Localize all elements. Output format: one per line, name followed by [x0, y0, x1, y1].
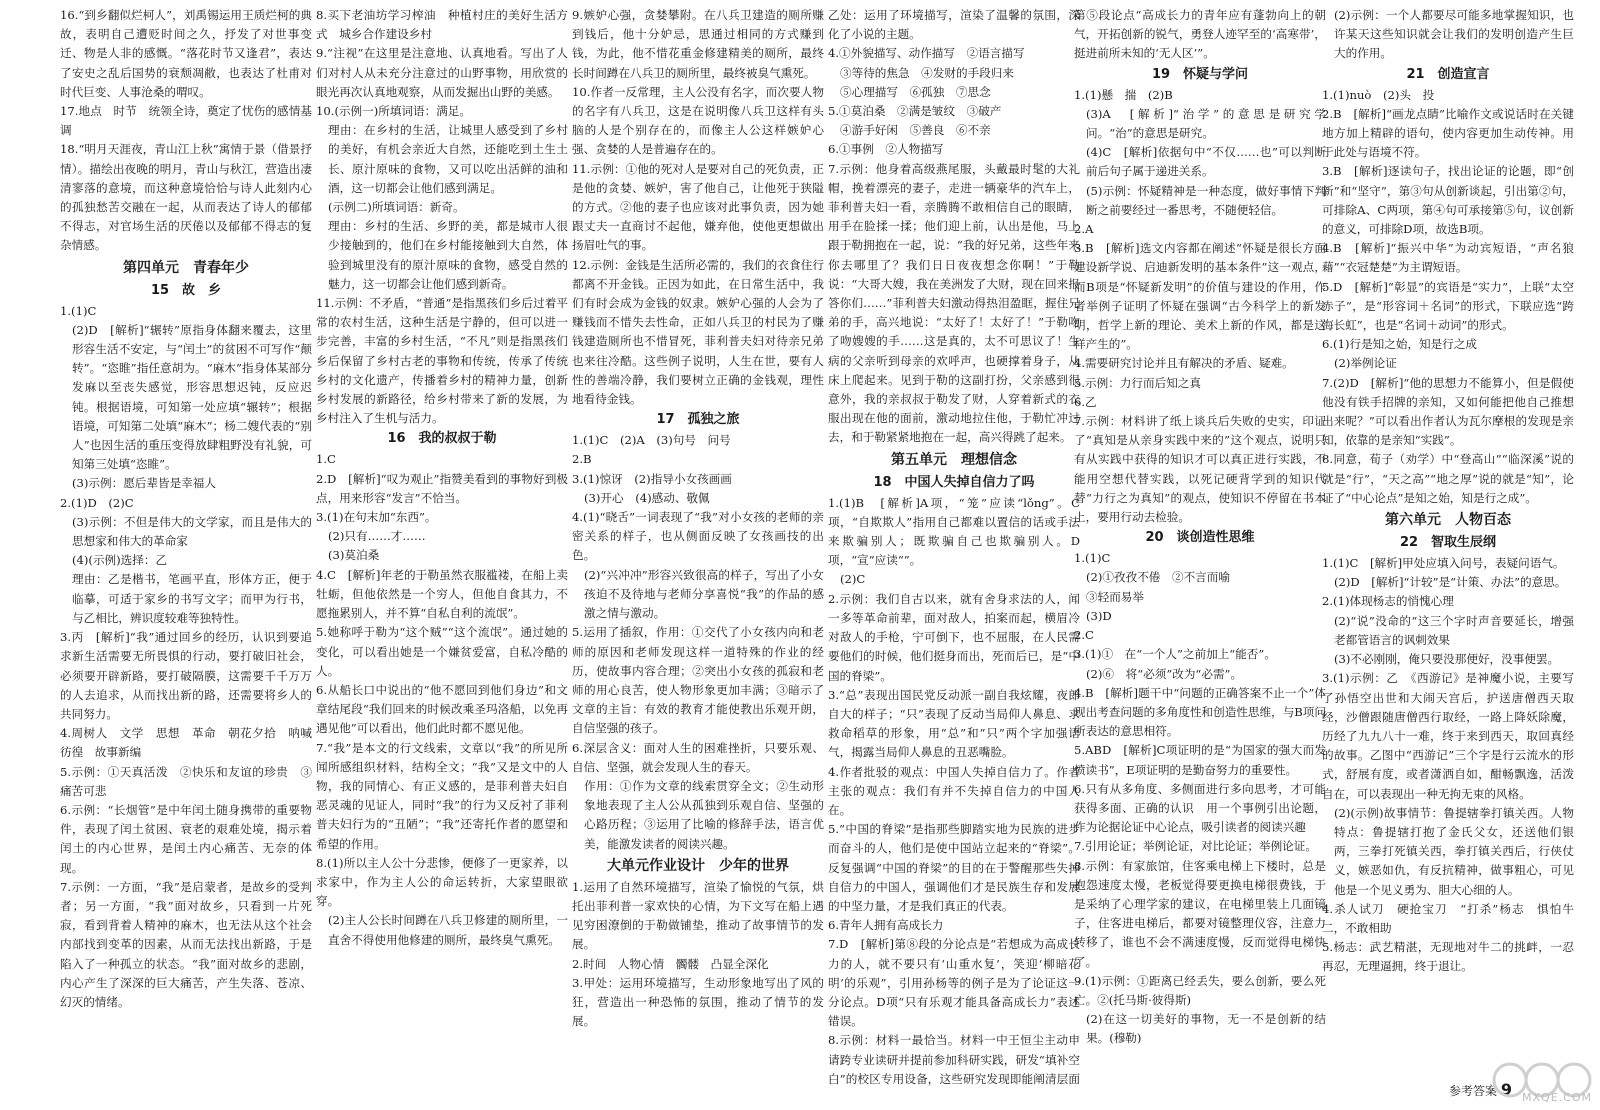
- answer-item: 1.(1)C [解析]甲处应填入问号，表疑问语气。: [1322, 556, 1565, 571]
- column-3: [572, 6, 824, 1091]
- answer-subitem: (5)示例：怀疑精神是一种态度，做好事情下判断之前要经过一番思考，不随便轻信。: [1086, 183, 1326, 217]
- answer-item: 10.作者一反常理，主人公没有名字，而次要人物的名字有八兵卫，这是在说明像八兵卫这样有头脑的人是个别存在的，而像主人公这样嫉妒心强、贪婪的人是普遍存在的。: [572, 84, 824, 157]
- answer-item: 11.示例：①他的死对人是要对自己的死负责，正是他的贪婪、嫉妒，害了他自己，让他死于狭隘的方式。②他的妻子也应该对此事负责，因为她跟丈夫一直商讨不起他，嫌弃他，使他更想做出扬眉吐气的事。: [572, 161, 824, 253]
- lesson-heading: 21 创造宣言: [1406, 66, 1490, 82]
- answer-subitem: (示例二)所填词语：新奇。: [328, 200, 465, 215]
- answer-subitem: ③轻而易举: [1086, 589, 1144, 604]
- answer-item: 4.周树人 文学 思想 革命 朝花夕拾 呐喊 彷徨 故事新编: [60, 726, 312, 760]
- answer-subitem: (2)⑥ 将“必须”改为“必需”。: [1086, 666, 1243, 681]
- answer-item: 8.示例：有家旅馆，住客乘电梯上下楼时，总是抱怨速度太慢，老板觉得要更换电梯很费钱，于是采纳了心理学家的建议，在电梯里装上几面镜子，住客进电梯后，都要对镜整理仪容，注意力转移了，谁也不会不满速度慢，反而觉得电梯快了。: [1074, 858, 1326, 969]
- answer-subitem: (3)莫泊桑: [328, 548, 380, 563]
- answer-item: 3.B [解析]逐读句子，找出论证的论题，即“创新”和“坚守”，第③句从创新谈起，引出第②句，可排除A、C两项，第④句可承接第⑤句，议创新的意义，可排除D项，故选B项。: [1322, 164, 1574, 237]
- column-6: [1322, 6, 1574, 1091]
- answer-item: 17.地点 时节 统领全诗，奠定了忧伤的感情基调: [60, 104, 312, 138]
- answer-item: 1.(1)B [解析]A项，“笼”应读“lǒng”。C项，“自欺欺人”指用自己都难以置信的话或手法来欺骗别人；既欺骗自己也欺骗别人。D项，“宣”应读“”。: [828, 495, 1080, 568]
- answer-item: 7.引用论证；举例论证，对比论证；举例论证。: [1074, 839, 1317, 854]
- answer-item: 6.(1)行是知之始，知是行之成: [1322, 337, 1478, 352]
- answer-item: 3.B [解析]选文内容都在阐述“怀疑是很长方面建设新学说、启迪新发明的基本条件”这一观点，而B项是“怀疑新发明”的价值与建设的作用，作者举例子证明了怀疑在强调“古今科学上的新发明，哲学上新的理论、美术上新的作风，都是这样产生的”。: [1074, 241, 1326, 352]
- answer-item: 7.D [解析]第⑧段的分论点是“若想成为高成长力的人，就不要只有‘山重水复’，笑迎‘柳暗花明’的乐观”，引用孙杨等的例子是为了论证这一分论点。D项“只有乐观才能具备高成长力”表述错误。: [828, 937, 1080, 1029]
- watermark-text: MXQE.COM: [1522, 1091, 1592, 1104]
- answer-subitem: (2)在这一切美好的事物，无一不是创新的结果。(穆勒): [1086, 1012, 1326, 1046]
- answer-item: 2.C: [1074, 628, 1094, 643]
- answer-item: 9.(1)示例：①距离已经丢失，要么创新，要么死亡。②(托马斯·彼得斯): [1074, 973, 1326, 1007]
- unit-heading: 第六单元 人物百态: [1385, 512, 1511, 529]
- footer-label: 参考答案: [1449, 1084, 1498, 1098]
- answer-item: 8.(1)所以主人公十分悲惨，便修了一更家养，以求家中，作为主人公的命运转折，大家望眼欲穿。: [316, 855, 568, 909]
- answer-item: 2.时间 人物心情 髑髅 凸显全深化: [572, 956, 769, 971]
- answer-item: 6.只有从多角度、多侧面进行多向思考，才可能获得多面、正确的认识 用一个事例引出论题，作为论据论证中心论点，吸引读者的阅读兴趣: [1074, 781, 1326, 835]
- lesson-heading: 17 孤独之旅: [656, 412, 740, 428]
- answer-item: 6.①事例 ②人物描写: [828, 142, 944, 157]
- answer-subitem: ⑤心理描写 ⑥孤独 ⑦思念: [840, 84, 991, 99]
- answer-subitem: (2)D [解析]“辗转”原指身体翻来覆去，这里形容生活不安定，与“闰土”的贫困不可写作“颠转”。“恣睢”指任意胡为。“麻木”指身体某部分发麻以至丧失感觉，形容思想迟钝，反应迟钝。根据语境，可知第一处应填“辗转”；根据语境，可知第二处填“麻木”；杨二嫂代表的“别人”也因生活的重压变得放肆粗野没有礼貌，可知第三处填“恣睢”。: [72, 322, 312, 472]
- answer-item: 5.ABD [解析]C项证明的是“为国家的强大而发愤读书”，E项证明的是勤奋努力的重要性。: [1074, 743, 1326, 777]
- answer-item: 7.(2)D [解析]“他的思想力不能算小，但是假使他没有铁手招牌的亲知，又如何能把他自己推想出来呢？”可以看出作者认为瓦尔摩根的发现是亲知，依靠的是亲知“实践”。: [1322, 375, 1574, 448]
- lesson-heading: 19 怀疑与学问: [1151, 66, 1249, 82]
- answer-item: 7.示例：材料讲了纸上谈兵后失败的史实，印证了“真知是从亲身实践中来的”这个观点，说明只有从实践中获得的知识才可以真正进行实践，不能用空想代替实践，以死记硬背学到的知识代替“力行之为真知”的观点，使知识不停留在书本上，要用行动去检验。: [1074, 414, 1326, 525]
- answer-subitem: (3)示例：愿后辈皆是幸福人: [72, 476, 216, 491]
- answer-subitem: 理由：乡村的生活、乡野的美，都是城市人很少接触到的，他们在乡村能接触到大自然，体验到城里没有的原汁原味的食物，感受自然的魅力，这一切都会让他们感到新奇。: [328, 219, 568, 291]
- answer-item: 第⑤段论点“高成长力的青年应有蓬勃向上的朝气，开拓创新的锐气，勇登人迹罕至的‘高寒带’，挺进前所未知的‘无人区’”。: [1074, 8, 1326, 61]
- answer-subitem: (2)C: [840, 572, 866, 587]
- answer-subitem: (2)“说”没命的“这三个字时声音要延长，增强老都管语言的讽刺效果: [1334, 613, 1574, 647]
- answer-item: 4.杀人试刀 硬抢宝刀 “打杀”杨志 惧怕牛二，不敢相助: [1322, 901, 1574, 935]
- unit-heading: 第四单元 青春年少: [123, 259, 249, 276]
- answer-subitem: (2)(示例)故事情节：鲁提辖拳打镇关西。人物特点：鲁提辖打抱了金氏父女，还送他们银两，三拳打死镇关西，拳打镇关西后，行侠仗义，嫉恶如仇，有反抗精神，做事粗心，可见他是一个见义勇为、胆大心细的人。: [1334, 805, 1574, 897]
- answer-item: 6.乙: [1074, 394, 1097, 409]
- answer-item: 1.运用了自然环境描写，渲染了愉悦的气氛，烘托出菲利普一家欢快的心情，为下文写在船上遇见穷困潦倒的于勒做铺垫，推动了故事情节的发展。: [572, 879, 824, 952]
- lesson-heading: 22 智取生辰纲: [1399, 535, 1497, 551]
- answer-item: 3.(1)示例：乙 《西游记》是神魔小说，主要写了孙悟空出世和大闹天宫后，护送唐僧西天取经，沙僧跟随唐僧西行取经，一路上降妖除魔，历经了九九八十一难，终于来到西天，取回真经的故事。乙图中“西游记”三个字是行云流水的形式，舒展有度，或者潇洒自如，酣畅飘逸，活泼自在，可以表现出一种无拘无束的风格。: [1322, 671, 1574, 801]
- answer-item: 2.示例：我们自古以来，就有舍身求法的人，闻一多等革命前辈，面对敌人，拍案而起，横眉冷对敌人的手枪，宁可倒下，也不屈服，在人民需要他们的时候，他们挺身而出，死而后已，是“中国的脊梁”。: [828, 591, 1080, 683]
- answer-item: 5.她称呼于勒为“这个贼”“这个流氓”。通过她的变化，可以看出她是一个嫌贫爱富，自私冷酷的人。: [316, 625, 568, 678]
- answer-item: 1.(1)nuò (2)头 投: [1322, 87, 1435, 102]
- answer-item: 7.示例：一方面，“我”是启蒙者，是故乡的受判者；另一方面，“我”面对故乡，只看到一片死寂，看到背着人精神的麻木，也无法从这个社会内部找到变革的因素，从而无法找出新路，于是陷入了一种孤立的状态。“我”面对故乡的悲剧，内心产生了深深的巨大痛苦，产生失落、苍凉、幻灭的情绪。: [60, 879, 312, 1009]
- answer-item: 4.B [解析]“振兴中华”为动宾短语，“声名狼藉”“衣冠楚楚”为主谓短语。: [1322, 241, 1574, 275]
- answer-item: 4.①外貌描写、动作描写 ②语言描写: [828, 46, 1025, 61]
- answer-item: 3.甲处：运用环境描写，生动形象地写出了风的狂，营造出一种恐怖的氛围，推动了情节的发展。: [572, 975, 824, 1029]
- answer-item: 2.B: [572, 452, 592, 467]
- answer-item: 6.从船长口中说出的“他不愿回到他们身边”和文章结尾段“我们回来的时候改乘圣玛洛船，以免再遇见他”可以看出，他们此时都不愿见他。: [316, 682, 568, 736]
- answer-subitem: (3)D: [1086, 608, 1112, 623]
- answer-item: 3.(1)惊讶 (2)指导小女孩画画: [572, 471, 732, 486]
- lesson-heading: 15 故 乡: [150, 282, 222, 298]
- answer-item: 3.(1)① 在“一个人”之前加上“能否”。: [1074, 647, 1276, 662]
- answer-subitem: (2)“兴冲冲”形容兴致很高的样子，写出了小女孩迫不及待地与老师分享喜悦“我”的作品的感激之情与激动。: [584, 567, 824, 621]
- answer-subitem: (2)示例：一个人都要尽可能多地掌握知识，也许某天这些知识就会让我们的发明创造产生巨大的作用。: [1334, 8, 1574, 61]
- answer-item: 18.“明月天涯夜，青山江上秋”寓情于景（借景抒情）。描绘出夜晚的明月，青山与秋江，营造出凄清寥落的意境，而这种意境恰恰与诗人此刻内心的孤独愁苦交融在一起，从而表达了诗人的郁郁不得志，对官场生活的厌倦以及郁郁不得志的复杂情感。: [60, 142, 312, 253]
- answer-item: 4.B [解析]题干中“问题的正确答案不止一个”体现出考查问题的多角度性和创造性思维，与B项问所表达的意思相符。: [1074, 685, 1326, 739]
- lesson-heading: 20 谈创造性思维: [1145, 530, 1255, 546]
- answer-subitem: (3)A [解析]“治学”的意思是研究学问。“治”的意思是研究。: [1086, 106, 1326, 141]
- answer-item: 2.(1)体现杨志的悄愧心理: [1322, 594, 1454, 609]
- unit-heading: 大单元作业设计 少年的世界: [607, 857, 789, 874]
- answer-subitem: (3)示例：不但是伟大的文学家，而且是伟大的思想家和伟大的革命家: [72, 514, 312, 549]
- answer-item: 1.(1)C (2)A (3)句号 问号: [572, 433, 731, 448]
- answer-item: 1.(1)懸 揣 (2)B: [1074, 87, 1173, 102]
- answer-item: 8.买下老油坊学习榨油 种植村庄的美好生活方式 城乡合作建设乡村: [316, 8, 568, 42]
- answer-item: 5.①莫泊桑 ②满是皱纹 ③破产: [828, 104, 1002, 119]
- answer-item: 2.B [解析]“画龙点睛”比喻作文或说话时在关键地方加上精辟的语句，使内容更加生动传神。用于此处与语境不符。: [1322, 106, 1574, 160]
- answer-subitem: ④游手好闲 ⑤善良 ⑥不亲: [840, 123, 991, 138]
- answer-item: 3.丙 [解析]“我”通过回乡的经历，认识到要追求新生活需要无所畏惧的行动，要打破旧社会，必须要开辟新路，要打破隔膜，这需要千千万万的人去追求，从而找出新的路，还需要将乡人的共同努力。: [60, 630, 312, 721]
- answer-item: 1.(1)C: [1074, 551, 1111, 566]
- answer-item: 2.(1)D (2)C: [60, 495, 134, 510]
- unit-heading: 第五单元 理想信念: [891, 451, 1017, 468]
- column-2: [316, 6, 568, 1091]
- answer-item: 5.“中国的脊梁”是指那些脚踏实地为民族的进步而奋斗的人，他们是使中国站立起来的“脊梁”。反复强调“中国的脊梁”的目的在于警醒那些失掉自信力的中国人，强调他们才是民族生存和发展的中坚力量，才是我们真正的代表。: [828, 822, 1080, 913]
- answer-item: 4.(1)“晓舌”一词表现了“我”对小女孩的老师的亲密关系的样子，也从侧面反映了女孩画技的出色。: [572, 510, 824, 563]
- answer-subitem: (2)主人公长时间蹲在八兵卫修建的厕所里，一直舍不得使用他修建的厕所，最终臭气熏死。: [328, 913, 568, 947]
- answer-subitem: (4)(示例)选择：乙: [72, 553, 168, 568]
- answer-subitem: 理由：乙是楷书，笔画平直，形体方正，便于临摹，可适于家乡的书写文字；而甲为行书，与乙相比，辨识度较难等独特性。: [72, 572, 312, 625]
- answer-subitem: (3)开心 (4)感动、敬佩: [584, 490, 710, 505]
- answer-item: 5.运用了插叙，作用：①交代了小女孩内向和老师的原因和老师发现这样一道特殊的作业的经历，使故事内容合理；②突出小女孩的孤寂和老师的用心良苦，使人物形象更加丰满；③暗示了文章的主旨：有效的教育才能使教出乐观开朗，自信坚强的孩子。: [572, 625, 824, 736]
- answer-item: 6.青年人拥有高成长力: [828, 918, 944, 933]
- answer-item: 3.(1)在句末加“东西”。: [316, 510, 437, 525]
- answer-item: 6.深层含义：面对人生的困难挫折，只要乐观、自信、坚强，就会发现人生的春天。: [572, 740, 824, 774]
- answer-item: 16.“到乡翻似烂柯人”，刘禹锡运用王质烂柯的典故，表明自己遭贬时间之久，抒发了对世事变迁、物是人非的感慨。“落花时节又逢君”，表达了安史之乱后国势的衰颓凋敝，也表达了杜甫对时代巨变、人事沧桑的喟叹。: [60, 8, 312, 99]
- answer-subitem: (2)举例论证: [1334, 356, 1397, 371]
- answer-item: 8.示例：材料一最恰当。材料一中王恒尘主动申请跨专业读研并提前参加科研实践，研发“填补空白”的校区专用设备，这些研究发现即能阐清层面: [828, 1033, 1080, 1086]
- answer-item: 5.示例：①天真活泼 ②快乐和友谊的珍贵 ③痛苦可悲: [60, 764, 312, 798]
- column-5: [1074, 6, 1326, 1091]
- answer-subitem: 理由：在乡村的生活，让城里人感受到了乡村的美好，有机会亲近大自然，还能吃到土生土长、原汁原味的食物，又可以吃出活鲜的油和酒，这一切都会让他们感到满足。: [328, 123, 568, 195]
- answer-item: 5.D [解析]“彰显”的宾语是“实力”，上联“太空赤子”，是“形容词＋名词”的形式，下联应选“跨海长虹”，也是“名词＋动词”的形式。: [1322, 279, 1574, 333]
- answer-subitem: (4)C [解析]依据句中“不仅……也”可以判断前后句子属于递进关系。: [1086, 145, 1326, 179]
- answer-subitem: (2)①孜孜不倦 ②不言而喻: [1086, 570, 1230, 585]
- answer-item: 4.C [解析]年老的于勒虽然衣服褴褛，在船上卖牡蛎，但他依然是一个穷人，但他自食其力，不愿拖累别人，并不算“自私自利的流氓”。: [316, 567, 568, 621]
- answer-subitem: (2)只有……才……: [328, 529, 426, 544]
- answer-item: 2.A: [1074, 222, 1094, 237]
- answer-item: 1.(1)C: [60, 303, 97, 318]
- answer-item: 6.示例：“长烟管”是中年闰土随身携带的重要物件，表现了闰土贫困、衰老的艰难处境，揭示着闰土的内心世界，是闰土内心痛苦、无奈的体现。: [60, 802, 312, 875]
- answer-item: 8.同意，荀子（劝学）中“登高山”“临深溪”说的就是“行”，“天之高”“地之厚”说的就是“知”，论证了“中心论点”是知之始，知是行之成”。: [1322, 452, 1574, 505]
- answer-subitem: ③等待的焦急 ④发财的手段归来: [840, 65, 1014, 80]
- answer-item: 3.“总”表现出国民党反动派一副自我炫耀，夜郎自大的样子；“只”表现了反动当局仰人鼻息、求救命稻草的形象，用“总”和“只”两个字加强语气，揭露当局仰人鼻息的丑恶嘴脸。: [828, 687, 1080, 760]
- answer-item: 4.作者批驳的观点：中国人失掉自信力了。作者主张的观点：我们有并不失掉自信力的中国人在。: [828, 764, 1080, 817]
- lesson-heading: 16 我的叔叔于勒: [387, 431, 497, 447]
- answer-item: 9.嫉妒心强，贪婪攀附。在八兵卫建造的厕所赚到钱后，他十分妒忌，思通过相同的方式赚到钱，为此，他不惜花重金修建精美的厕所，最终长时间蹲在八兵卫的厕所里，最终被臭气熏死。: [572, 8, 824, 80]
- answer-subitem: 作用：①作为文章的线索贯穿全文；②生动形象地表现了主人公从孤独到乐观自信、坚强的心路历程；③运用了比喻的修辞手法，语言优美，能激发读者的阅读兴趣。: [584, 778, 824, 851]
- answer-subitem: (3)不必刚刚，俺只要没那便好，没事便罢。: [1334, 652, 1560, 667]
- answer-item: 4.需要研究讨论并且有解决的矛盾、疑难。: [1074, 356, 1294, 371]
- answer-item: 11.示例：不矛盾，“普通”是指黑孩们乡后过着平常的农村生活，这种生活是宁静的，但可以进一步完善，丰富的乡村生活，“不凡”则是指黑孩们乡后保留了乡村古老的事物和传统，传承了传统乡村的文化遗产，传播着乡村的精神力量，创新乡村发展的新路径，给乡村带来了新的发展，为乡村注入了生机与活力。: [316, 296, 568, 426]
- answer-item: 7.示例：他身着高级燕尾服，头戴最时髦的大礼帽，挽着漂亮的妻子，走进一辆豪华的汽车上，菲利普夫妇一看，亲腾腾不敢相信自己的眼睛，用手在脸揉一揉；他们迎上前，认出是他，马上跟于勒拥抱在一起，说：“我的好兄弟，这些年来你去哪里了？我们日日夜夜想念你啊！”于勒说：“大哥大嫂，我在美洲发了大财，现在回来报答你们……”菲利普夫妇激动得热泪盈眶，握住兄弟的手，高兴地说：“太好了！太好了！”于勒吻了吻嫂嫂的手……这是真的，太不可思议了！生病的父亲听到母亲的欢呼声，也硬撑着身子，从床上爬起来。见到于勒的这副打扮，父亲感到很意外，我的亲叔叔于勒发了财，人穿着新式的衣服出现在他的面前，激动地拉住他，于勒忙冲过去，和于勒紧紧地抱在一起，高兴得跳了起来。: [828, 161, 1080, 445]
- answer-item: 2.D [解析]“叹为观止”指赞美看到的事物好到极点，用来形容“发言”不恰当。: [316, 471, 568, 505]
- answer-item: 7.“我”是本文的行文线索，文章以“我”的所见所闻所感组织材料，结构全文；“我”又是文中的人物，我的同情心、有正义感的，是菲利普夫妇自恶灵魂的见证人，同时“我”的行为又反衬了菲利普夫妇行为的“丑陋”；“我”还寄托作者的愿望和希望的作用。: [316, 740, 568, 851]
- answer-item: 1.C: [316, 452, 336, 467]
- column-4: [828, 6, 1080, 1091]
- answer-item: 5.杨志：武艺精湛，无现地对牛二的挑衅，一忍再忍，无理逼拥，终于退让。: [1322, 940, 1574, 974]
- lesson-heading: 18 中国人失掉自信力了吗: [873, 474, 1035, 490]
- column-1: [60, 6, 312, 1091]
- answer-item: 5.示例：力行而后知之真: [1074, 375, 1201, 390]
- answer-item: 9.“注视”在这里是注意地、认真地看。写出了人们对村人从未充分注意过的山野事物，用欣赏的眼光再次认真地观察，从而发掘出山野的美感。: [316, 46, 568, 99]
- page-number: 9: [1500, 1080, 1512, 1099]
- answer-item: 10.(示例一)所填词语：满足。: [316, 104, 472, 119]
- answer-item: 乙处：运用了环境描写，渲染了温馨的氛围，深化了小说的主题。: [828, 8, 1080, 42]
- answer-subitem: (2)D [解析]“计较”是“计策、办法”的意思。: [1334, 575, 1567, 590]
- answer-item: 12.示例：金钱是生活所必需的，我们的衣食住行都离不开金钱。正因为如此，在日常生活中，我们有时会成为金钱的奴隶。嫉妒心强的人会为了赚钱而不惜失去性命，正如八兵卫的村民为了赚钱建造厕所也不惜冒死，菲利普夫妇对待亲兄弟也来往冷酷。这些例子说明，人生在世，要有人性的善端冷静，我们要树立正确的金钱观，理性地看待金钱。: [572, 257, 824, 407]
